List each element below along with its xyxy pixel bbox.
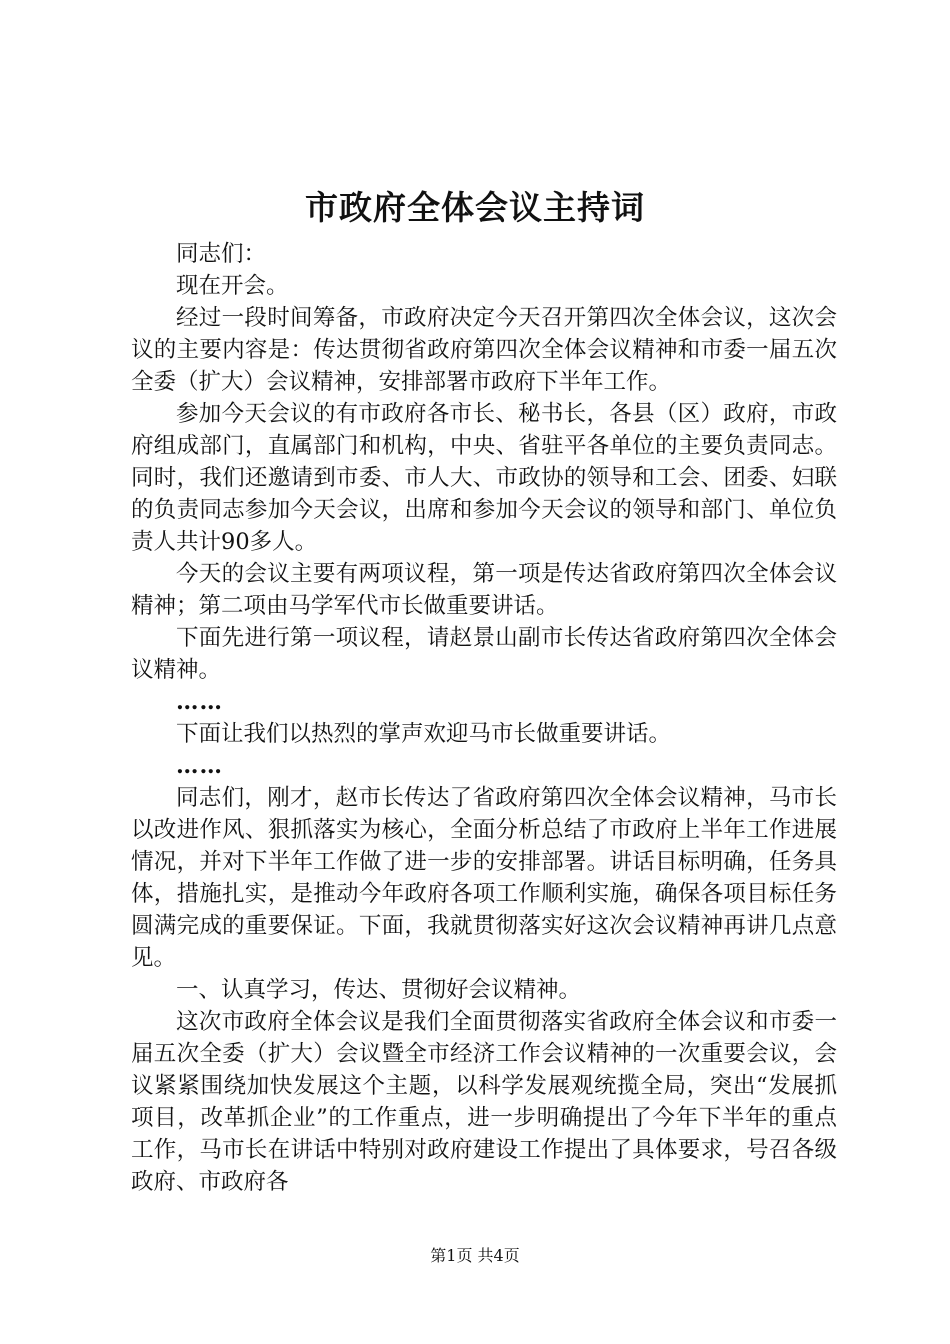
paragraph-first-item: 下面先进行第一项议程，请赵景山副市长传达省政府第四次全体会议精神。 (131, 625, 837, 683)
paragraph-opening: 现在开会。 (176, 273, 289, 299)
document-title: 市政府全体会议主持词 (305, 188, 645, 227)
paragraph-ellipsis-1: …… (176, 689, 223, 715)
page-number-footer: 第1页 共4页 (430, 1246, 520, 1265)
paragraph-summary: 同志们，刚才，赵市长传达了省政府第四次全体会议精神，马市长以改进作风、狠抓落实为核心，全面分析总结了市政府上半年工作进展情况，并对下半年工作做了进一步的安排部署。讲话目标明确，任务具体，措施扎实，是推动今年政府各项工作顺利实施，确保各项目标任务圆满完成的重要保证。下面，我就贯彻落实好这次会议精神再讲几点意见。 (131, 785, 837, 971)
paragraph-welcome-speech: 下面让我们以热烈的掌声欢迎马市长做重要讲话。 (176, 721, 672, 747)
paragraph-section-heading-1: 一、认真学习，传达、贯彻好会议精神。 (176, 977, 582, 1003)
paragraph-greeting: 同志们： (176, 241, 267, 267)
paragraph-section-body-1: 这次市政府全体会议是我们全面贯彻落实省政府全体会议和市委一届五次全委（扩大）会议暨全市经济工作会议精神的一次重要会议，会议紧紧围绕加快发展这个主题，以科学发展观统揽全局，突出“发展抓项目，改革抓企业”的工作重点，进一步明确提出了今年下半年的重点工作，马市长在讲话中特别对政府建设工作提出了具体要求，号召各级政府、市政府各 (131, 1009, 837, 1195)
paragraph-agenda: 今天的会议主要有两项议程，第一项是传达省政府第四次全体会议精神；第二项由马学军代市长做重要讲话。 (131, 561, 837, 619)
document-body (131, 238, 837, 1198)
paragraph-attendees: 参加今天会议的有市政府各市长、秘书长，各县（区）政府，市政府组成部门，直属部门和机构，中央、省驻平各单位的主要负责同志。同时，我们还邀请到市委、市人大、市政协的领导和工会、团委、妇联的负责同志参加今天会议，出席和参加今天会议的领导和部门、单位负责人共计90多人。 (131, 401, 837, 555)
paragraph-ellipsis-2: …… (176, 753, 223, 779)
paragraph-meeting-purpose: 经过一段时间筹备，市政府决定今天召开第四次全体会议，这次会议的主要内容是：传达贯彻省政府第四次全体会议精神和市委一届五次全委（扩大）会议精神，安排部署市政府下半年工作。 (131, 305, 837, 395)
